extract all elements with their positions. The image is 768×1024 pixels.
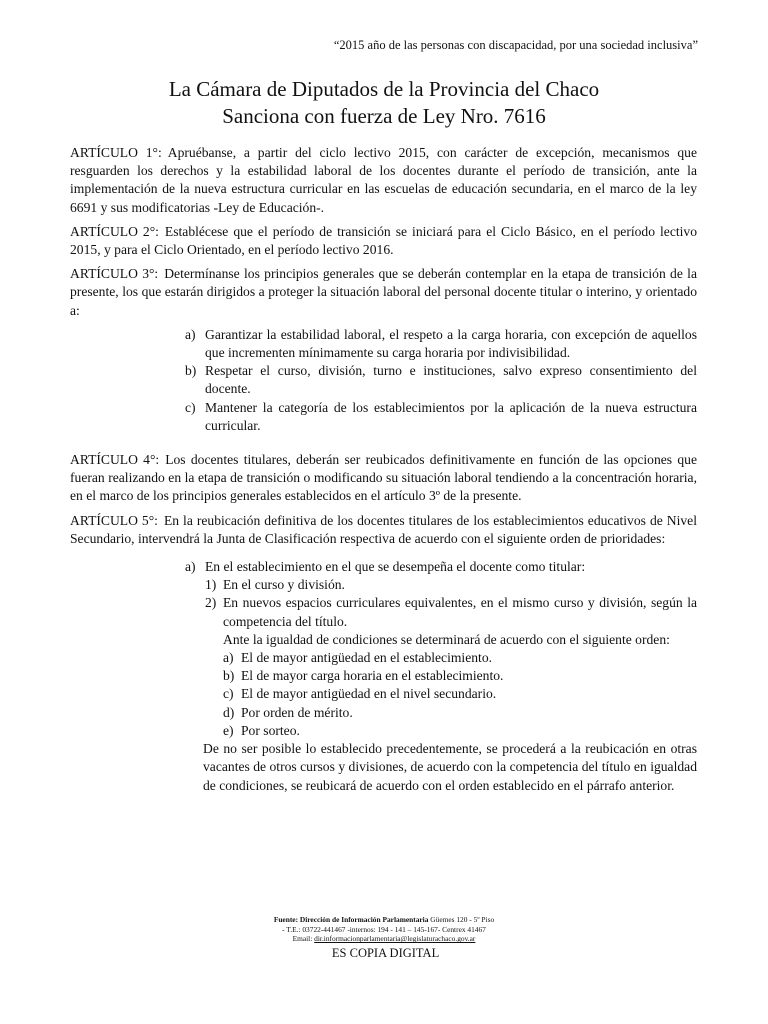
list-marker: b): [223, 668, 235, 684]
list-item-text: Por orden de mérito.: [241, 704, 353, 720]
article-3-text: Determínanse los principios generales que se deberán contemplar en la etapa de transición de la presente, los que estarán dirigidos a proteger la situación laboral del personal docente titular o interino, y orientado a:: [70, 266, 697, 318]
equality-paragraph: Ante la igualdad de condiciones se determinará de acuerdo con el siguiente orden:: [223, 631, 670, 647]
article-3-list: [185, 326, 697, 435]
footer-source: [0, 915, 768, 925]
article-2-text: Establécese que el período de transición se iniciará para el Ciclo Básico, en el período lectivo 2015, y para el Ciclo Orientado, en el período lectivo 2016.: [70, 223, 698, 258]
list-item-text: Por sorteo.: [241, 722, 300, 738]
list-item: [185, 326, 697, 362]
list-item: [223, 685, 697, 703]
list-marker: 1): [205, 577, 217, 593]
document-title: [0, 76, 768, 130]
list-marker: c): [185, 399, 196, 415]
article-4: [70, 451, 697, 506]
article-1: [70, 144, 697, 217]
list-item-text: Mantener la categoría de los establecimientos por la aplicación de la nueva estructura curricular.: [205, 399, 697, 433]
article-1-text: Apruébanse, a partir del ciclo lectivo 2015, con carácter de excepción, mecanismos que resguarden los derechos y la estabilidad laboral de los docentes durante el período de transición, ante la implementación de la nueva estructura curricular en las escuelas de educación secundaria, en el marco de la ley 6691 y sus modificatorias -Ley de Educación-.: [70, 145, 697, 215]
article-3-label: ARTÍCULO 3°:: [70, 266, 159, 282]
list-item-text: En nuevos espacios curriculares equivalentes, en el mismo curso y división, según la competencia del título.: [223, 595, 697, 629]
order-list: [223, 649, 697, 740]
article-5-text: En la reubicación definitiva de los docentes titulares de los establecimientos educativos de Nivel Secundario, intervendrá la Junta de Clasificación respectiva de acuerdo con el siguiente orden de prioridades:: [70, 512, 697, 546]
digital-copy-label: ES COPIA DIGITAL: [331, 946, 440, 960]
footer-source-label: Fuente: Dirección de Información Parlamentaria: [273, 915, 429, 924]
page-footer: [0, 915, 768, 944]
list-item-text: Garantizar la estabilidad laboral, el respeto a la carga horaria, con excepción de aquellos que incrementen mínimamente su carga horaria por indivisibilidad.: [205, 326, 697, 361]
article-4-text: Los docentes titulares, deberán ser reubicados definitivamente en función de las opciones que fueran realizando en la etapa de transición o modificando su situación laboral tendiendo a la concentración horaria, en el marco de los principios generales establecidos en el artículo 3º de la presente.: [70, 452, 697, 504]
list-marker: d): [223, 704, 235, 720]
list-item: [205, 594, 697, 630]
title-line-1: La Cámara de Diputados de la Provincia del Chaco: [168, 77, 600, 101]
list-item: [223, 667, 697, 685]
article-3: [70, 265, 697, 320]
list-marker: e): [223, 722, 234, 738]
list-item-text: El de mayor antigüedad en el establecimiento.: [241, 650, 493, 666]
list-item: [185, 362, 697, 398]
article-5: [70, 512, 697, 548]
document-body: [70, 144, 697, 801]
list-marker: c): [223, 686, 234, 702]
list-marker: a): [223, 650, 234, 666]
list-item: [205, 576, 697, 594]
closing-paragraph: De no ser posible lo establecido precedentemente, se procederá a la reubicación en otras vacantes de otros cursos y divisiones, de acuerdo con la competencia del título en igualdad de condiciones, se reubicará de acuerdo con el orden establecido en el párrafo anterior.: [203, 741, 697, 793]
sublist: [205, 576, 697, 631]
article-5-label: ARTÍCULO 5°:: [70, 512, 158, 528]
article-2-label: ARTÍCULO 2°:: [70, 223, 159, 239]
list-item: [223, 722, 697, 740]
list-item-text: Respetar el curso, división, turno e instituciones, salvo expreso consentimiento del docente.: [205, 363, 697, 397]
list-item: [185, 399, 697, 435]
footer-email-line: [0, 934, 768, 944]
article-2: [70, 223, 697, 259]
footer-email-label: Email:: [292, 934, 315, 944]
list-item-text: En el establecimiento en el que se desempeña el docente como titular:: [205, 559, 586, 575]
list-marker: a): [185, 559, 196, 575]
header-motto: “2015 año de las personas con discapacidad, por una sociedad inclusiva”: [333, 38, 698, 52]
article-5-list: [185, 558, 697, 795]
list-marker: a): [185, 326, 196, 342]
list-item-text: En el curso y división.: [223, 577, 345, 593]
footer-address: Güemes 120 - 5º Piso: [428, 915, 495, 924]
digital-copy-notice: [0, 946, 768, 961]
list-item: [185, 558, 697, 576]
list-marker: 2): [205, 595, 217, 611]
list-marker: b): [185, 363, 197, 379]
footer-email-link[interactable]: dir.informacionparlamentaria@legislaturachaco.gov.ar: [314, 934, 476, 944]
list-item: [223, 704, 697, 722]
list-item-text: El de mayor carga horaria en el establecimiento.: [241, 668, 504, 684]
article-4-label: ARTÍCULO 4°:: [70, 452, 160, 468]
list-item: [223, 649, 697, 667]
article-1-label: ARTÍCULO 1°:: [70, 145, 162, 160]
title-line-2: Sanciona con fuerza de Ley Nro. 7616: [222, 104, 546, 128]
list-item-text: El de mayor antigüedad en el nivel secundario.: [241, 686, 497, 702]
footer-phones: - T.E.: 03722-441467 -internos: 194 - 141 – 145-167- Centrex 41467: [282, 924, 486, 934]
